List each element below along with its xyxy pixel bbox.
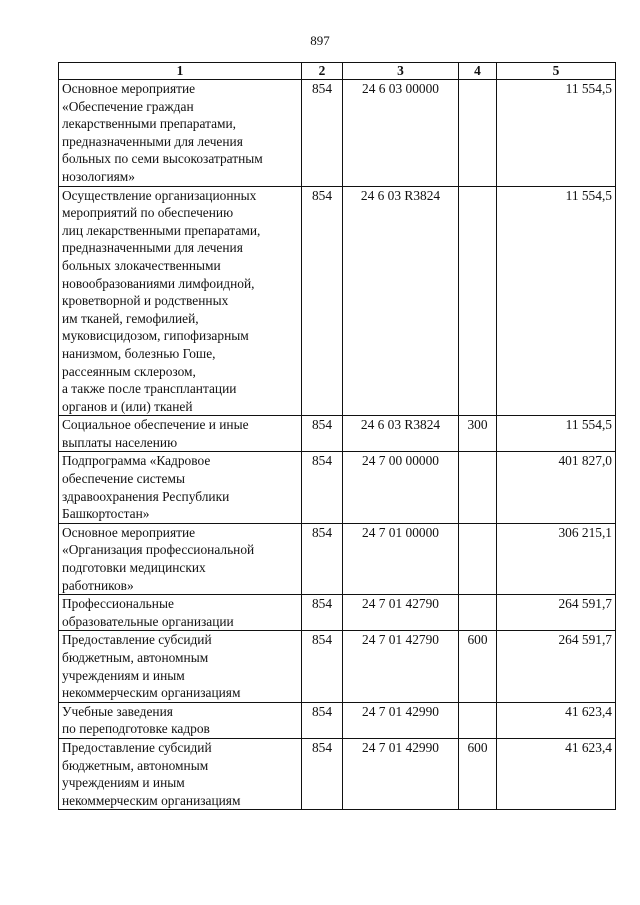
cell-name-line: муковисцидозом, гипофизарным — [62, 328, 249, 344]
cell-name-line: Осуществление организационных — [62, 187, 257, 203]
cell-admin: 854 — [302, 702, 343, 738]
cell-code: 24 6 03 00000 — [343, 80, 459, 187]
cell-amount: 41 623,4 — [497, 702, 616, 738]
cell-admin: 854 — [302, 631, 343, 702]
cell-name-line: по переподготовке кадров — [62, 721, 210, 737]
cell-name-line: бюджетным, автономным — [62, 650, 209, 665]
cell-type: 300 — [459, 416, 497, 452]
cell-code: 24 7 00 00000 — [343, 452, 459, 523]
cell-name-line: Подпрограмма «Кадровое — [62, 453, 211, 469]
cell-code: 24 6 03 R3824 — [343, 416, 459, 452]
cell-type: 600 — [459, 631, 497, 702]
cell-name-line: нозологиям» — [62, 168, 135, 184]
column-header-amount: 5 — [497, 63, 616, 80]
cell-type: 600 — [459, 738, 497, 809]
cell-name-line: им тканей, гемофилией, — [62, 310, 199, 326]
cell-name-line: лиц лекарственными препаратами, — [62, 222, 261, 238]
cell-name-line: предназначенными для лечения — [62, 133, 243, 149]
cell-name-line: работников» — [62, 577, 134, 593]
cell-amount: 11 554,5 — [497, 416, 616, 452]
cell-name — [59, 738, 302, 809]
cell-name — [59, 702, 302, 738]
cell-type — [459, 702, 497, 738]
cell-name-line: «Организация профессиональной — [62, 542, 255, 558]
cell-admin: 854 — [302, 738, 343, 809]
cell-name-line: Башкортостан» — [62, 506, 150, 522]
cell-name — [59, 186, 302, 416]
cell-name-line: некоммерческим организациям — [62, 792, 241, 808]
table-row — [59, 416, 616, 452]
cell-admin: 854 — [302, 186, 343, 416]
cell-name — [59, 523, 302, 594]
table-row — [59, 631, 616, 702]
cell-name-line: рассеянным склерозом, — [62, 363, 196, 379]
cell-name-line: лекарственными препаратами, — [62, 116, 237, 132]
cell-admin: 854 — [302, 452, 343, 523]
cell-code: 24 7 01 00000 — [343, 523, 459, 594]
table-header-row — [59, 63, 616, 80]
cell-name-line: здравоохранения Республики — [62, 488, 230, 504]
cell-name-line: Учебные заведения — [62, 703, 173, 719]
cell-name-line: органов и (или) тканей — [62, 398, 193, 414]
cell-admin: 854 — [302, 595, 343, 631]
table-body — [59, 80, 616, 810]
cell-admin: 854 — [302, 523, 343, 594]
cell-code: 24 7 01 42990 — [343, 702, 459, 738]
table-row — [59, 738, 616, 809]
column-header-name: 1 — [59, 63, 302, 80]
cell-name-line: выплаты населению — [62, 434, 178, 450]
cell-name-line: а также после трансплантации — [62, 381, 237, 397]
table-row — [59, 186, 616, 416]
cell-name — [59, 631, 302, 702]
column-header-code: 3 — [343, 63, 459, 80]
cell-name — [59, 416, 302, 452]
cell-amount: 264 591,7 — [497, 595, 616, 631]
cell-name-line: обеспечение системы — [62, 471, 185, 487]
cell-type — [459, 452, 497, 523]
table-row — [59, 452, 616, 523]
cell-type — [459, 523, 497, 594]
cell-name-line: Предоставление субсидий — [62, 632, 212, 648]
cell-name-line: бюджетным, автономным — [62, 757, 209, 773]
cell-admin: 854 — [302, 80, 343, 187]
cell-name-line: мероприятий по обеспечению — [62, 205, 234, 221]
table-row — [59, 702, 616, 738]
cell-type — [459, 186, 497, 416]
table-row — [59, 523, 616, 594]
cell-name-line: учреждениям и иным — [62, 775, 185, 791]
cell-name-line: кроветворной и родственных — [62, 293, 229, 309]
cell-code: 24 7 01 42790 — [343, 595, 459, 631]
cell-name-line: больных злокачественными — [62, 257, 221, 273]
cell-name-line: Социальное обеспечение и иные — [62, 417, 249, 433]
page-number: 897 — [310, 33, 330, 48]
table-row — [59, 595, 616, 631]
cell-amount: 264 591,7 — [497, 631, 616, 702]
cell-name — [59, 452, 302, 523]
cell-name-line: предназначенными для лечения — [62, 240, 243, 256]
cell-name-line: Профессиональные — [62, 596, 174, 612]
cell-name-line: больных по семи высокозатратным — [62, 151, 263, 167]
cell-name-line: Основное мероприятие — [62, 81, 196, 96]
cell-amount: 41 623,4 — [497, 738, 616, 809]
cell-amount: 11 554,5 — [497, 186, 616, 416]
cell-name-line: нанизмом, болезнью Гоше, — [62, 345, 216, 361]
cell-name-line: Предоставление субсидий — [62, 739, 212, 755]
cell-name-line: учреждениям и иным — [62, 667, 185, 683]
cell-type — [459, 80, 497, 187]
table-row — [59, 80, 616, 187]
cell-code: 24 6 03 R3824 — [343, 186, 459, 416]
cell-name-line: Основное мероприятие — [62, 524, 196, 540]
cell-admin: 854 — [302, 416, 343, 452]
cell-code: 24 7 01 42790 — [343, 631, 459, 702]
cell-amount: 11 554,5 — [497, 80, 616, 187]
column-header-type: 4 — [459, 63, 497, 80]
cell-name-line: подготовки медицинских — [62, 560, 206, 576]
cell-name — [59, 595, 302, 631]
cell-name — [59, 80, 302, 187]
cell-name-line: «Обеспечение граждан — [62, 98, 194, 114]
cell-name-line: образовательные организации — [62, 613, 234, 629]
cell-type — [459, 595, 497, 631]
cell-code: 24 7 01 42990 — [343, 738, 459, 809]
cell-amount: 401 827,0 — [497, 452, 616, 523]
column-header-admin: 2 — [302, 63, 343, 80]
cell-name-line: новообразованиями лимфоидной, — [62, 275, 255, 291]
cell-amount: 306 215,1 — [497, 523, 616, 594]
cell-name-line: некоммерческим организациям — [62, 685, 241, 701]
budget-table — [58, 62, 616, 810]
